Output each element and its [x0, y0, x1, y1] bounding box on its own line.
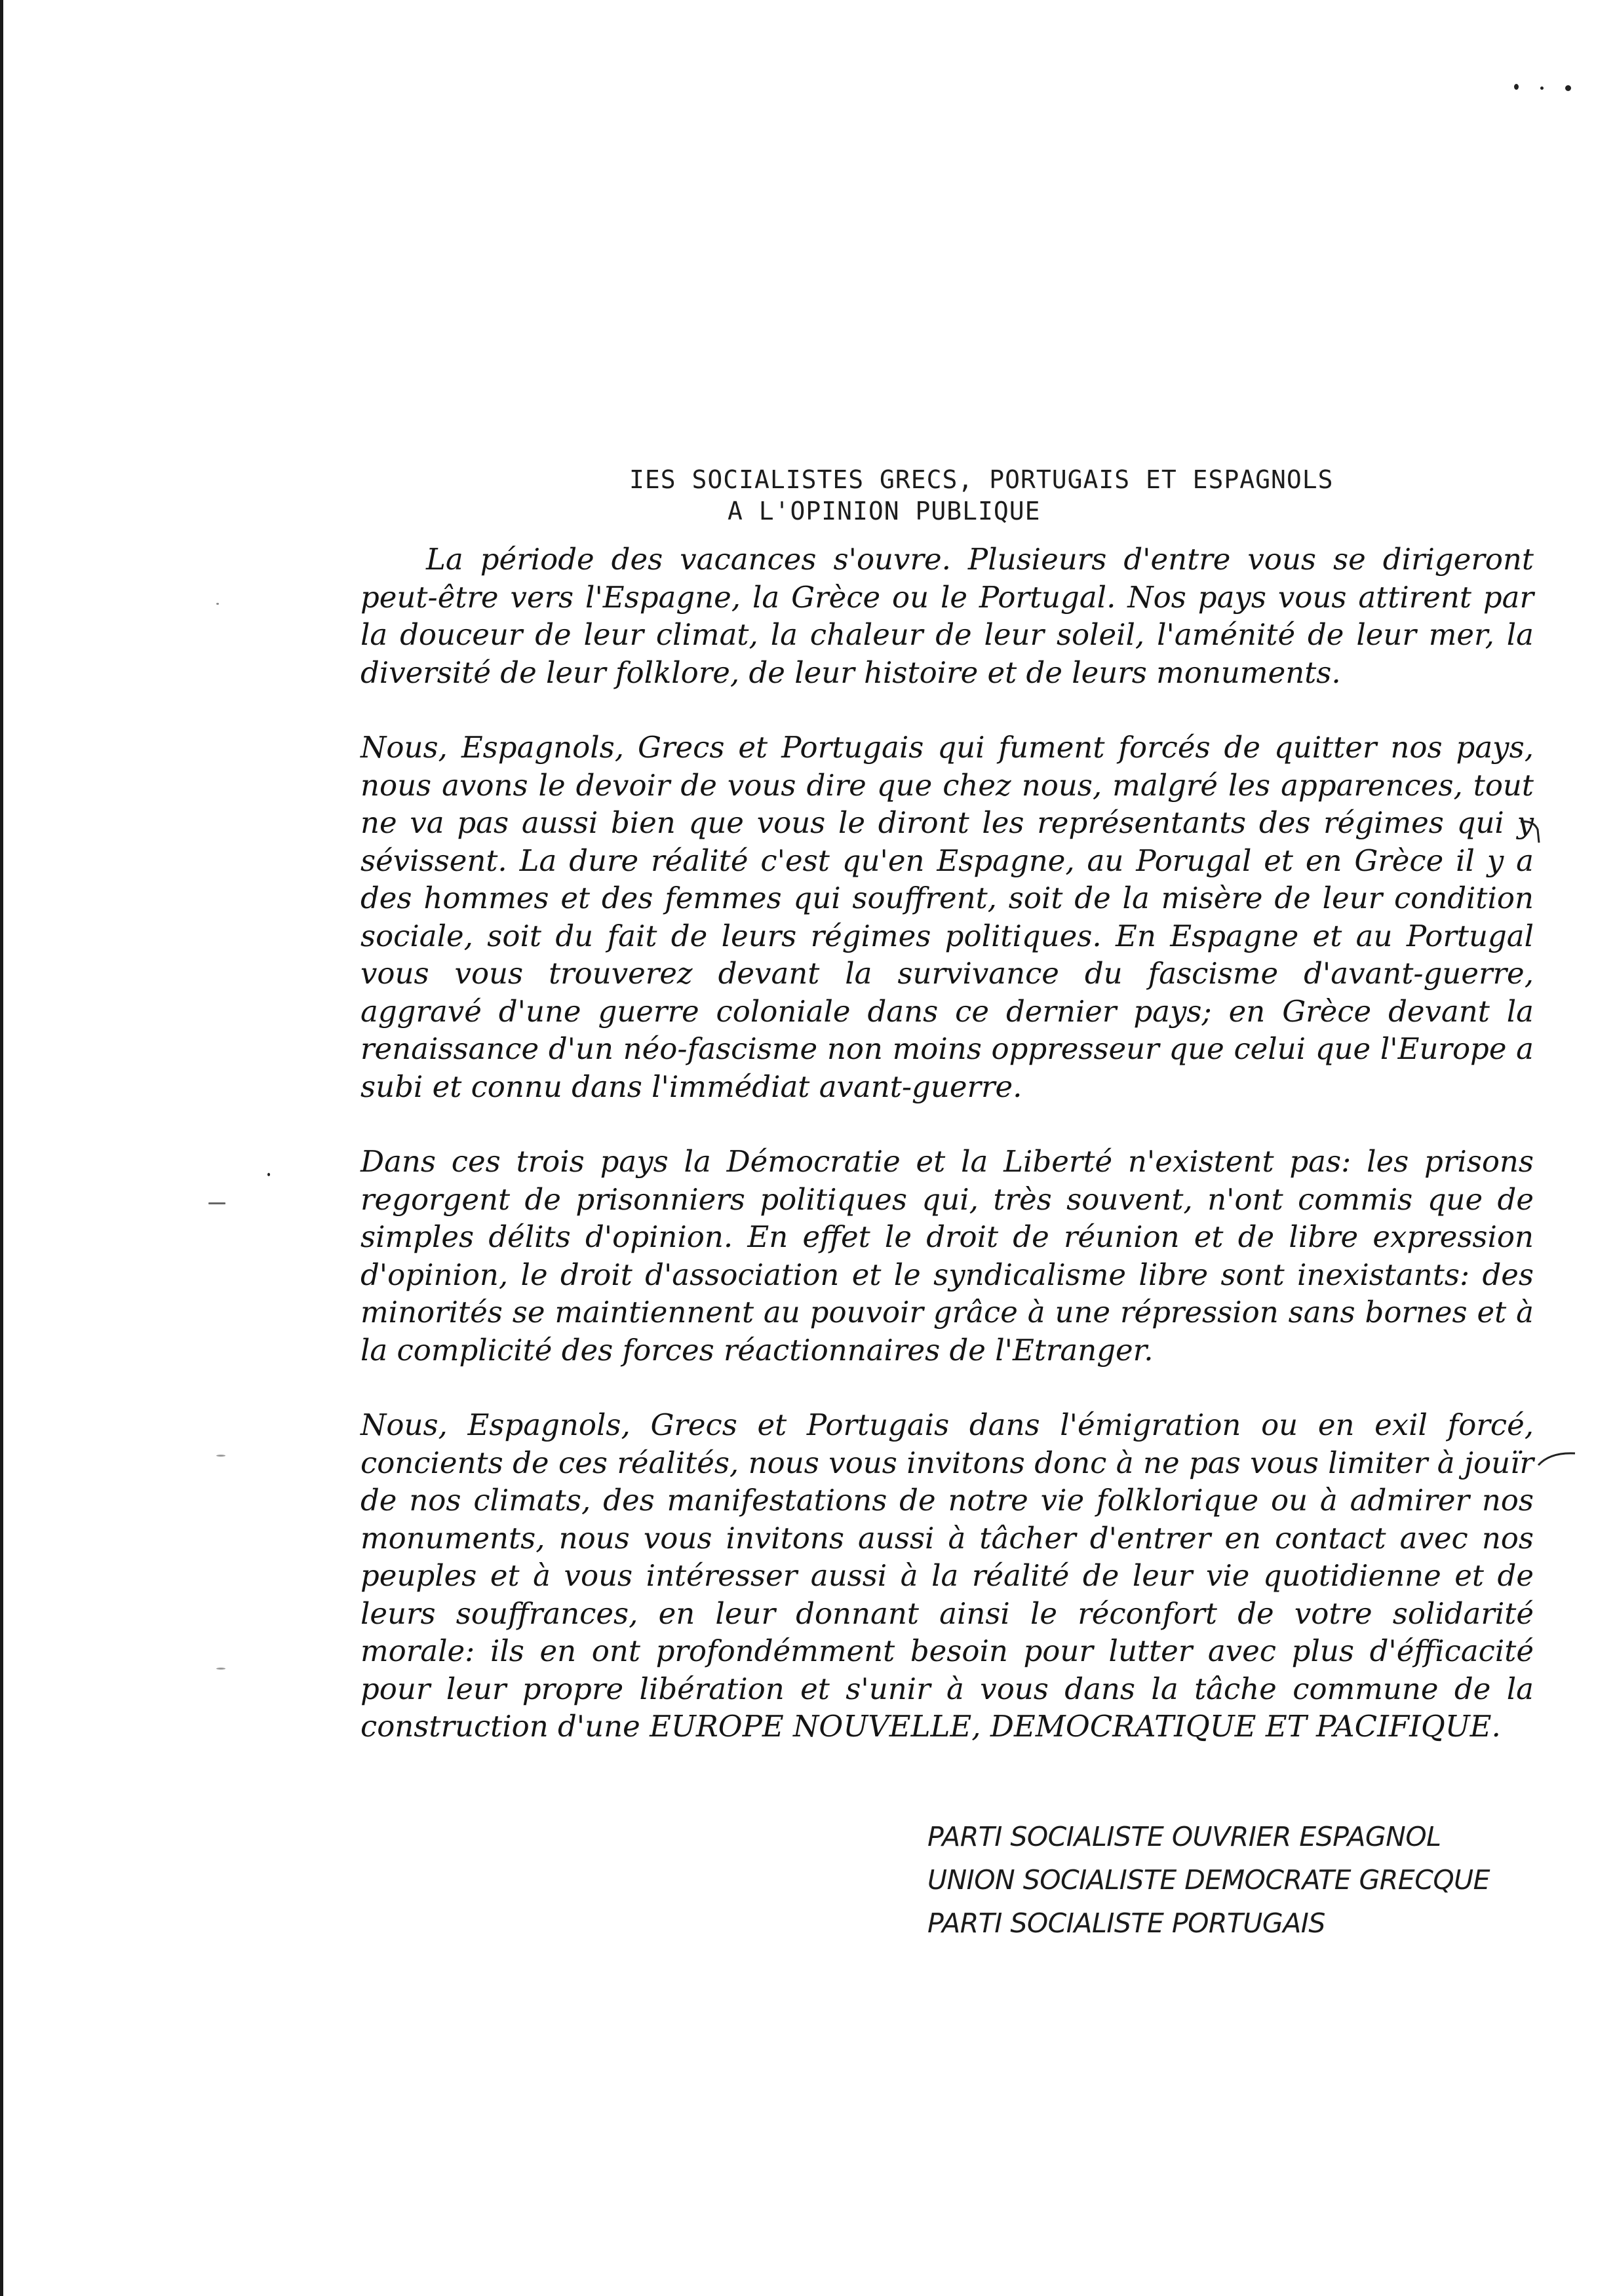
margin-mark	[1519, 819, 1543, 845]
title-line-1: IES SOCIALISTES GRECS, PORTUGAIS ET ESPAGNOLS	[629, 465, 1334, 494]
document-title	[629, 464, 1481, 527]
scan-speck	[208, 1202, 225, 1204]
scan-speck	[1540, 86, 1544, 90]
title-line-2: A L'OPINION PUBLIQUE	[728, 497, 1041, 526]
margin-mark	[1537, 1448, 1576, 1468]
signatory-usdg: UNION SOCIALISTE DEMOCRATE GRECQUE	[927, 1864, 1490, 1896]
scan-speck	[267, 1173, 270, 1176]
scan-speck	[216, 1668, 225, 1670]
paragraph-4: Nous, Espagnols, Grecs et Portugais dans l'émigration ou en exil forcé, concients de ces réalités, nous vous invitons donc à ne pas vous limiter à jouïr de nos climats, des manifestations de notre vie folklorique ou à admirer nos monuments, nous vous invitons aussi à tâcher d'entrer en contact avec nos peuples et à vous intéresser aussi à la réalité de leur vie quotidienne et de leurs souffrances, en leur donnant ainsi le réconfort de votre solidarité morale: ils en ont profondémment besoin pour lutter avec plus d'éfficacité pour leur propre libération et s'unir à vous dans la tâche commune de la construction d'une EUROPE NOUVELLE, DEMOCRATIQUE ET PACIFIQUE.	[360, 1407, 1534, 1744]
scan-speck	[216, 603, 219, 605]
scan-speck	[1514, 84, 1519, 90]
scan-speck	[216, 1455, 225, 1457]
scan-edge	[0, 0, 3, 2296]
paragraph-1: La période des vacances s'ouvre. Plusieurs d'entre vous se dirigeront peut-être vers l'Espagne, la Grèce ou le Portugal. Nos pays vous attirent par la douceur de leur climat, la chaleur de leur soleil, l'aménité de leur mer, la diversité de leur folklore, de leur histoire et de leurs monuments.	[360, 542, 1534, 690]
signature-block	[927, 1815, 1517, 1945]
paragraph-3: Dans ces trois pays la Démocratie et la Liberté n'existent pas: les prisons regorgent de prisonniers politiques qui, très souvent, n'ont commis que de simples délits d'opinion. En effet le droit de réunion et de libre expression d'opinion, le droit d'association et le syndicalisme libre sont inexistants: des minorités se maintiennent au pouvoir grâce à une répression sans bornes et à la complicité des forces réactionnaires de l'Etranger.	[360, 1144, 1534, 1368]
document-body	[360, 541, 1534, 1783]
paragraph-2: Nous, Espagnols, Grecs et Portugais qui fument forcés de quitter nos pays, nous avons le devoir de vous dire que chez nous, malgré les apparences, tout ne va pas aussi bien que vous le diront les représentants des régimes qui y sévissent. La dure réalité c'est qu'en Espagne, au Porugal et en Grèce il y a des hommes et des femmes qui souffrent, soit de la misère de leur condition sociale, soit du fait de leurs régimes politiques. En Espagne et au Portugal vous vous trouverez devant la survivance du fascisme d'avant-guerre, aggravé d'une guerre coloniale dans ce dernier pays; en Grèce devant la renaissance d'un néo-fascisme non moins oppresseur que celui que l'Europe a subi et connu dans l'immédiat avant-guerre.	[360, 730, 1534, 1104]
signatory-psp: PARTI SOCIALISTE PORTUGAIS	[927, 1907, 1325, 1939]
scan-speck	[1565, 85, 1571, 91]
signatory-psoe: PARTI SOCIALISTE OUVRIER ESPAGNOL	[927, 1821, 1441, 1852]
